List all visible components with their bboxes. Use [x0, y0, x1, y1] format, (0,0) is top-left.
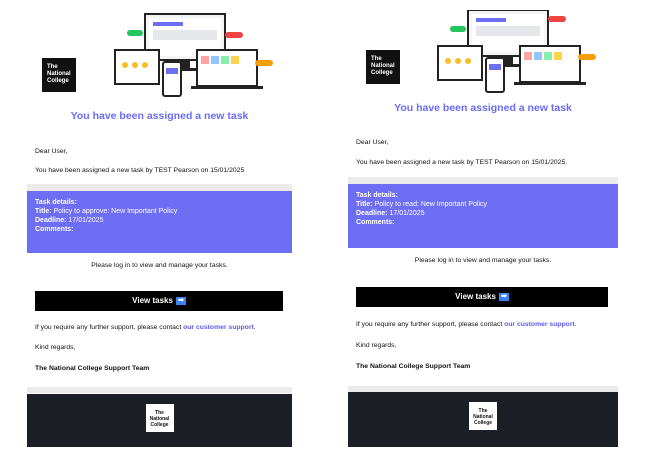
title-value: Policy to read: New Important Policy — [374, 201, 487, 208]
national-college-logo: The National College — [42, 58, 76, 92]
hero-title: You have been assigned a new task — [394, 102, 572, 114]
deadline-value: 17/01/2025 — [389, 210, 425, 217]
footer-logo: The National College — [469, 402, 497, 430]
email-preview-right — [348, 10, 618, 447]
support-text — [356, 321, 577, 328]
hero-title: You have been assigned a new task — [70, 110, 249, 122]
title-label: Title: — [35, 208, 52, 215]
footer-logo: The National College — [146, 404, 174, 432]
support-prefix: If you require any further support, please contact — [356, 321, 505, 328]
regards: Kind regards, — [35, 344, 76, 351]
customer-support-link[interactable]: our customer support — [504, 321, 575, 328]
assigned-line: You have been assigned a new task by TEST Pearson on 15/01/2025 — [35, 167, 245, 174]
deadline-label: Deadline: — [356, 210, 388, 217]
assigned-line: You have been assigned a new task by TEST Pearson on 15/01/2025. — [356, 159, 568, 166]
deadline-value: 17/01/2025 — [68, 217, 104, 224]
support-text — [35, 324, 256, 331]
task-details-heading: Task details: — [35, 199, 77, 206]
devices-illustration — [428, 10, 598, 98]
email-footer — [27, 394, 292, 447]
signature: The National College Support Team — [35, 365, 150, 372]
divider-strip — [27, 184, 292, 191]
devices-illustration — [105, 10, 275, 98]
task-details-box — [348, 184, 618, 248]
task-details-box — [27, 191, 292, 253]
hero-banner — [348, 10, 618, 98]
title-label: Title: — [356, 201, 373, 208]
comments-label: Comments: — [356, 219, 395, 226]
regards: Kind regards, — [356, 342, 397, 349]
hero-banner — [27, 10, 292, 98]
greeting: Dear User, — [35, 148, 68, 155]
national-college-logo: The National College — [366, 50, 400, 84]
comments-label: Comments: — [35, 226, 74, 233]
customer-support-link[interactable]: our customer support — [183, 324, 254, 331]
email-preview-left — [27, 10, 292, 447]
divider-strip — [348, 177, 618, 184]
support-end: . — [574, 321, 577, 328]
view-tasks-button[interactable] — [356, 287, 608, 307]
view-tasks-label: View tasks — [132, 296, 173, 305]
greeting: Dear User, — [356, 139, 389, 146]
arrow-right-icon: ➡ — [177, 296, 184, 304]
view-tasks-button[interactable] — [35, 291, 283, 311]
email-footer — [348, 392, 618, 447]
login-text: Please log in to view and manage your tasks. — [91, 262, 228, 269]
support-prefix: If you require any further support, please contact — [35, 324, 184, 331]
support-end: . — [253, 324, 256, 331]
signature: The National College Support Team — [356, 363, 471, 370]
login-text: Please log in to view and manage your tasks. — [414, 257, 552, 264]
title-value: Policy to approve: New Important Policy — [53, 208, 178, 215]
arrow-right-icon: ➡ — [500, 292, 507, 300]
task-details-heading: Task details: — [356, 192, 398, 199]
deadline-label: Deadline: — [35, 217, 67, 224]
view-tasks-label: View tasks — [455, 292, 496, 301]
footer-divider — [27, 387, 292, 393]
